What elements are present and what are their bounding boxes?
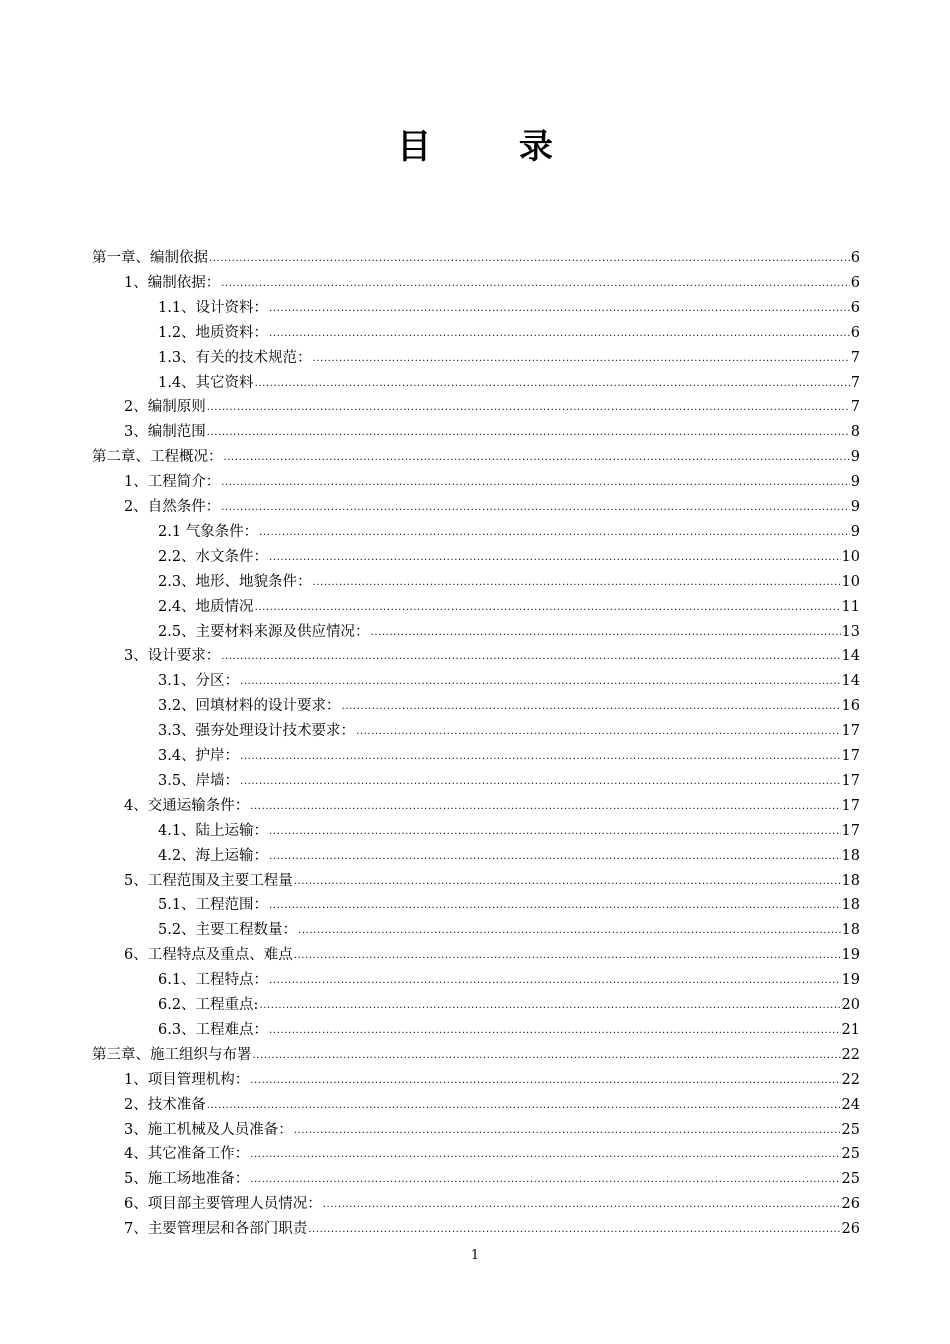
toc-entry-label: 5.2、主要工程数量： bbox=[158, 922, 298, 939]
toc-entry[interactable] bbox=[158, 620, 860, 644]
toc-entry-page: 16 bbox=[841, 698, 860, 715]
toc-entry-label: 4、其它准备工作： bbox=[124, 1146, 250, 1163]
toc-entry-page: 22 bbox=[841, 1046, 860, 1063]
toc-entry[interactable] bbox=[124, 869, 860, 893]
toc-entry-label: 7、主要管理层和各部门职责 bbox=[124, 1221, 308, 1238]
toc-leader-dots bbox=[269, 969, 840, 993]
toc-leader-dots bbox=[269, 894, 840, 918]
toc-entry[interactable] bbox=[124, 943, 860, 967]
toc-leader-dots bbox=[259, 521, 850, 545]
toc-entry[interactable] bbox=[124, 271, 860, 295]
toc-leader-dots bbox=[308, 1218, 840, 1242]
toc-entry-label: 3、设计要求： bbox=[124, 648, 221, 665]
toc-entry-page: 25 bbox=[841, 1146, 860, 1163]
toc-leader-dots bbox=[294, 870, 841, 894]
toc-entry[interactable] bbox=[158, 918, 860, 942]
toc-entry[interactable] bbox=[124, 644, 860, 668]
toc-leader-dots bbox=[207, 421, 850, 445]
toc-leader-dots bbox=[259, 994, 840, 1018]
toc-entry-page: 6 bbox=[850, 299, 860, 316]
toc-entry[interactable] bbox=[92, 246, 860, 270]
toc-entry-label: 6、项目部主要管理人员情况： bbox=[124, 1196, 322, 1213]
toc-entry[interactable] bbox=[158, 669, 860, 693]
toc-entry[interactable] bbox=[124, 495, 860, 519]
toc-entry-label: 6.2、工程重点: bbox=[158, 997, 259, 1013]
toc-entry-page: 6 bbox=[850, 250, 860, 266]
toc-entry[interactable] bbox=[158, 346, 860, 370]
toc-entry-page: 24 bbox=[841, 1096, 860, 1113]
toc-entry-label: 4、交通运输条件： bbox=[124, 797, 250, 814]
toc-entry-label: 3.5、岸墙： bbox=[158, 772, 240, 789]
toc-entry[interactable] bbox=[158, 993, 860, 1017]
toc-leader-dots bbox=[269, 322, 850, 346]
toc-entry-page: 26 bbox=[841, 1196, 860, 1213]
toc-entry[interactable] bbox=[92, 1043, 860, 1067]
toc-entry-page: 6 bbox=[850, 274, 860, 291]
toc-entry-label: 1.4、其它资料 bbox=[158, 374, 254, 391]
toc-entry-label: 1、工程简介： bbox=[124, 474, 221, 491]
toc-entry-label: 3、施工机械及人员准备： bbox=[124, 1121, 293, 1138]
toc-leader-dots bbox=[250, 1143, 840, 1167]
toc-leader-dots bbox=[240, 745, 840, 769]
toc-entry[interactable] bbox=[158, 545, 860, 569]
toc-entry-label: 2、编制原则 bbox=[124, 399, 206, 416]
toc-entry-label: 2、自然条件： bbox=[124, 499, 221, 515]
toc-entry-page: 14 bbox=[841, 648, 860, 665]
toc-entry[interactable] bbox=[158, 570, 860, 594]
toc-entry-label: 第二章、工程概况： bbox=[92, 449, 223, 466]
toc-entry[interactable] bbox=[124, 1118, 860, 1142]
toc-entry-page: 11 bbox=[841, 598, 860, 615]
toc-leader-dots bbox=[240, 670, 840, 694]
toc-entry-label: 3.1、分区： bbox=[158, 673, 240, 690]
toc-leader-dots bbox=[371, 621, 841, 645]
toc-entry[interactable] bbox=[158, 893, 860, 917]
toc-entry[interactable] bbox=[92, 445, 860, 469]
toc-entry-label: 5、施工场地准备： bbox=[124, 1171, 250, 1188]
toc-entry-page: 17 bbox=[841, 748, 860, 764]
toc-entry-page: 9 bbox=[850, 499, 860, 515]
toc-entry-label: 3.3、强夯处理设计技术要求： bbox=[158, 723, 356, 740]
toc-entry-page: 7 bbox=[850, 374, 860, 391]
toc-leader-dots bbox=[253, 1044, 841, 1068]
toc-entry-page: 18 bbox=[841, 922, 860, 939]
toc-entry-label: 1.1、设计资料： bbox=[158, 299, 269, 316]
toc-entry-label: 2.2、水文条件： bbox=[158, 548, 269, 565]
toc-entry-label: 2.1 气象条件： bbox=[158, 523, 259, 540]
toc-entry[interactable] bbox=[158, 769, 860, 793]
toc-leader-dots bbox=[313, 347, 850, 371]
toc-leader-dots bbox=[250, 795, 840, 819]
toc-entry-label: 2.5、主要材料来源及供应情况： bbox=[158, 623, 370, 640]
toc-entry[interactable] bbox=[158, 371, 860, 395]
toc-entry-page: 10 bbox=[841, 548, 860, 565]
toc-leader-dots bbox=[294, 1119, 841, 1143]
toc-entry-label: 1、项目管理机构： bbox=[124, 1071, 250, 1088]
toc-entry[interactable] bbox=[158, 694, 860, 718]
toc-entry-label: 3.4、护岸： bbox=[158, 748, 240, 764]
toc-entry-page: 7 bbox=[850, 349, 860, 366]
toc-entry-page: 22 bbox=[841, 1071, 860, 1088]
toc-leader-dots bbox=[269, 1019, 840, 1043]
toc-entry[interactable] bbox=[158, 819, 860, 843]
toc-entry-page: 17 bbox=[841, 822, 860, 839]
toc-leader-dots bbox=[221, 471, 850, 495]
toc-leader-dots bbox=[209, 247, 850, 271]
toc-entry-page: 17 bbox=[841, 797, 860, 814]
toc-title: 目 录 bbox=[397, 127, 591, 167]
toc-entry[interactable] bbox=[124, 470, 860, 494]
toc-entry[interactable] bbox=[158, 520, 860, 544]
toc-entry-page: 18 bbox=[841, 897, 860, 914]
toc-leader-dots bbox=[323, 1193, 841, 1217]
toc-entry-label: 1.3、有关的技术规范： bbox=[158, 349, 312, 366]
toc-entry-page: 20 bbox=[841, 997, 860, 1013]
toc-entry-page: 13 bbox=[841, 623, 860, 640]
toc-leader-dots bbox=[342, 695, 841, 719]
toc-leader-dots bbox=[356, 720, 840, 744]
toc-entry-label: 第三章、施工组织与布署 bbox=[92, 1046, 252, 1063]
toc-leader-dots bbox=[269, 546, 840, 570]
toc-entry[interactable] bbox=[158, 968, 860, 992]
toc-leader-dots bbox=[250, 1069, 840, 1093]
toc-entry-label: 4.2、海上运输： bbox=[158, 847, 269, 864]
toc-entry-label: 1.2、地质资料： bbox=[158, 324, 269, 341]
toc-entry-page: 18 bbox=[841, 872, 860, 889]
toc-leader-dots bbox=[250, 1168, 840, 1192]
toc-entry-label: 5.1、工程范围： bbox=[158, 897, 269, 914]
toc-entry[interactable] bbox=[124, 420, 860, 444]
toc-entry[interactable] bbox=[124, 1167, 860, 1191]
toc-entry-label: 第一章、编制依据 bbox=[92, 250, 208, 266]
toc-entry-label: 2.4、地质情况 bbox=[158, 598, 254, 615]
toc-entry[interactable] bbox=[124, 794, 860, 818]
toc-entry-page: 9 bbox=[850, 474, 860, 491]
toc-entry-page: 25 bbox=[841, 1171, 860, 1188]
toc-entry-label: 3、编制范围 bbox=[124, 424, 206, 441]
toc-entry-label: 2、技术准备 bbox=[124, 1096, 206, 1113]
toc-entry-label: 1、编制依据： bbox=[124, 274, 221, 291]
toc-entry[interactable] bbox=[158, 296, 860, 320]
toc-entry-page: 9 bbox=[850, 523, 860, 540]
toc-entry-page: 18 bbox=[841, 847, 860, 864]
toc-entry[interactable] bbox=[158, 744, 860, 768]
toc-entry-page: 6 bbox=[850, 324, 860, 341]
toc-entry-label: 3.2、回填材料的设计要求： bbox=[158, 698, 341, 715]
toc-entry-page: 10 bbox=[841, 573, 860, 590]
toc-entry-page: 26 bbox=[841, 1221, 860, 1238]
toc-entry[interactable] bbox=[124, 1068, 860, 1092]
toc-entry-page: 14 bbox=[841, 673, 860, 690]
toc-leader-dots bbox=[207, 1094, 841, 1118]
toc-entry-page: 25 bbox=[841, 1121, 860, 1138]
toc-entry-label: 6.3、工程难点： bbox=[158, 1021, 269, 1038]
toc-entry-label: 2.3、地形、地貌条件： bbox=[158, 573, 312, 590]
toc-leader-dots bbox=[255, 596, 841, 620]
toc-leader-dots bbox=[221, 272, 850, 296]
toc-entry-page: 21 bbox=[841, 1021, 860, 1038]
toc-entry-label: 5、工程范围及主要工程量 bbox=[124, 872, 293, 889]
toc-entry-label: 6、工程特点及重点、难点 bbox=[124, 947, 293, 964]
toc-entry[interactable] bbox=[124, 1093, 860, 1117]
toc-entry-page: 17 bbox=[841, 723, 860, 740]
toc-leader-dots bbox=[294, 944, 841, 968]
toc-entry[interactable] bbox=[124, 1142, 860, 1166]
toc-entry[interactable] bbox=[158, 1018, 860, 1042]
toc-entry[interactable] bbox=[158, 844, 860, 868]
toc-entry[interactable] bbox=[124, 1192, 860, 1216]
toc-entry[interactable] bbox=[158, 719, 860, 743]
toc-entry-page: 9 bbox=[850, 449, 860, 466]
toc-entry-page: 7 bbox=[850, 399, 860, 416]
toc-leader-dots bbox=[221, 645, 840, 669]
toc-entry-page: 17 bbox=[841, 772, 860, 789]
toc-entry-page: 8 bbox=[850, 424, 860, 441]
toc-leader-dots bbox=[298, 919, 840, 943]
toc-entry-label: 6.1、工程特点： bbox=[158, 972, 269, 989]
toc-leader-dots bbox=[207, 396, 850, 420]
toc-entry[interactable] bbox=[124, 1217, 860, 1241]
toc-entry[interactable] bbox=[124, 395, 860, 419]
toc-leader-dots bbox=[269, 845, 840, 869]
toc-leader-dots bbox=[221, 496, 850, 520]
toc-entry-page: 19 bbox=[841, 947, 860, 964]
toc-leader-dots bbox=[269, 297, 850, 321]
toc-entry[interactable] bbox=[158, 321, 860, 345]
toc-leader-dots bbox=[224, 446, 850, 470]
toc-entry[interactable] bbox=[158, 595, 860, 619]
toc-leader-dots bbox=[240, 770, 840, 794]
toc-leader-dots bbox=[255, 372, 850, 396]
toc-entry-page: 19 bbox=[841, 972, 860, 989]
toc-leader-dots bbox=[313, 571, 841, 595]
toc-entry-label: 4.1、陆上运输： bbox=[158, 822, 269, 839]
page-number: 1 bbox=[470, 1248, 480, 1263]
toc-leader-dots bbox=[269, 820, 840, 844]
